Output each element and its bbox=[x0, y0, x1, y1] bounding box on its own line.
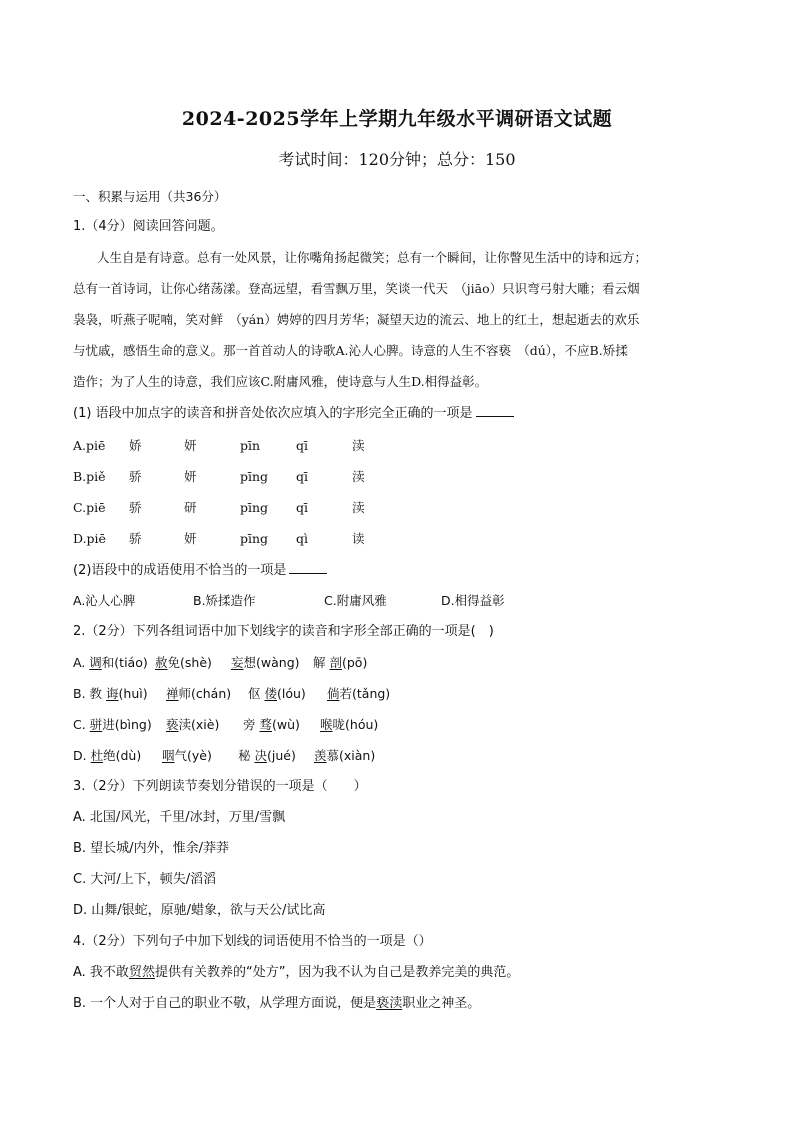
q2-stem: 2.（2分）下列各组词语中加下划线字的读音和字形全部正确的一项是( ) bbox=[73, 624, 494, 639]
q1-passage-line-4: 与忧戚，感悟生命的意义。那一首首动人的诗歌A.沁人心脾。诗意的人生不容亵 （dú），不应B.矫揉 bbox=[73, 343, 628, 358]
underlined-char: 决 bbox=[254, 748, 267, 763]
option-pinyin: pīn bbox=[240, 438, 261, 453]
option-pinyin: qī bbox=[296, 500, 308, 515]
q1-sub2-text: (2)语段中的成语使用不恰当的一项是 bbox=[73, 563, 287, 578]
underlined-char: 调 bbox=[89, 655, 102, 670]
sentence-post: 提供有关教养的“处方”，因为我不认为自己是教养完美的典范。 bbox=[154, 965, 520, 980]
word-item bbox=[73, 716, 152, 734]
word-pre: 秘 bbox=[238, 748, 255, 763]
word-post: (huì) bbox=[118, 686, 148, 701]
q1-stem: 1.（4分）阅读回答问题。 bbox=[73, 219, 224, 234]
q1-passage-line-5: 造作；为了人生的诗意，我们应该C.附庸风雅，使诗意与人生D.相得益彰。 bbox=[73, 374, 488, 389]
word-post: 慕(xiàn) bbox=[326, 748, 376, 763]
q4-option-a bbox=[73, 964, 519, 982]
option-pinyin: qī bbox=[296, 469, 308, 484]
option-char: 渎 bbox=[352, 469, 365, 484]
q3-option-b: B. 望长城/内外，惟余/莽莽 bbox=[73, 841, 229, 856]
word-pre: 解 bbox=[313, 655, 330, 670]
option-a: A.沁人心脾 bbox=[73, 593, 136, 608]
sentence-pre: B. 一个人对于自己的职业不敬，从学理方面说，便是 bbox=[73, 996, 377, 1011]
q4-option-b bbox=[73, 995, 480, 1013]
word-item bbox=[73, 654, 148, 672]
option-char: 骄 bbox=[129, 531, 142, 546]
q4-stem: 4.（2分）下列句子中加下划线的词语使用不恰当的一项是（） bbox=[73, 934, 432, 949]
q3-option-d: D. 山舞/银蛇，原驰/蜡象，欲与天公/试比高 bbox=[73, 903, 326, 918]
option-char: 骄 bbox=[129, 469, 142, 484]
word-post: 气(yè) bbox=[174, 748, 212, 763]
q1-passage-line-1: 人生自是有诗意。总有一处风景，让你嘴角扬起微笑；总有一个瞬间，让你瞥见生活中的诗和远方； bbox=[97, 250, 648, 265]
word-pre: C. bbox=[73, 717, 90, 732]
q3-option-a: A. 北国/风光，千里/冰封，万里/雪飘 bbox=[73, 810, 286, 825]
answer-blank bbox=[289, 561, 327, 574]
option-b: B.矫揉造作 bbox=[193, 593, 256, 608]
underlined-char: 喉 bbox=[320, 717, 333, 732]
word-item bbox=[238, 747, 296, 765]
q1-sub1-question bbox=[73, 404, 514, 423]
option-label: D.piē bbox=[73, 531, 106, 546]
sentence-pre: A. 我不敢 bbox=[73, 965, 129, 980]
underlined-char: 赦 bbox=[155, 655, 168, 670]
word-item bbox=[166, 716, 219, 734]
word-item bbox=[155, 654, 212, 672]
exam-subtitle: 考试时间：120分钟；总分：150 bbox=[278, 150, 516, 169]
underlined-char: 妄 bbox=[231, 655, 244, 670]
option-pinyin: pīng bbox=[240, 469, 269, 484]
underlined-char: 诲 bbox=[106, 686, 119, 701]
underlined-char: 亵 bbox=[166, 717, 179, 732]
option-char: 渎 bbox=[352, 500, 365, 515]
word-post: 若(tǎng) bbox=[339, 686, 391, 701]
sentence-post: 职业之神圣。 bbox=[402, 996, 481, 1011]
underlined-char: 杜 bbox=[90, 748, 104, 763]
exam-title: 2024-2025学年上学期九年级水平调研语文试题 bbox=[181, 108, 613, 130]
underlined-word: 亵渎 bbox=[376, 996, 403, 1011]
word-post: 绝(dù) bbox=[103, 748, 142, 763]
word-post: 和(tiáo) bbox=[101, 655, 148, 670]
underlined-char: 偻 bbox=[264, 686, 277, 701]
word-item bbox=[73, 747, 141, 765]
underlined-word: 贸然 bbox=[128, 965, 155, 980]
underlined-char: 骈 bbox=[89, 717, 103, 732]
underlined-char: 咽 bbox=[162, 748, 175, 763]
underlined-char: 倘 bbox=[327, 686, 340, 701]
word-item bbox=[243, 716, 300, 734]
q1-passage-line-2: 总有一首诗词，让你心绪荡漾。登高远望，看雪飘万里，笑谈一代天 （jiāo）只识弯弓射大雕；看云烟 bbox=[73, 281, 640, 296]
word-item bbox=[162, 747, 212, 765]
option-char: 妍 bbox=[184, 531, 197, 546]
underlined-char: 骛 bbox=[259, 717, 272, 732]
q1-sub2-question bbox=[73, 561, 327, 580]
word-item bbox=[320, 716, 378, 734]
underlined-char: 禅 bbox=[166, 686, 179, 701]
q1-passage-line-3: 袅袅，听燕子呢喃，笑对鲜 （yán）娉婷的四月芳华；凝望天边的流云、地上的红土，想起逝去的欢乐 bbox=[73, 312, 640, 327]
answer-blank bbox=[476, 404, 514, 417]
word-post: (lóu) bbox=[277, 686, 306, 701]
option-char: 骄 bbox=[129, 500, 142, 515]
option-d: D.相得益彰 bbox=[441, 593, 505, 608]
q1-sub1-text: (1) 语段中加点字的读音和拼音处依次应填入的字形完全正确的一项是 bbox=[73, 406, 473, 421]
word-post: 想(wàng) bbox=[243, 655, 300, 670]
option-pinyin: qī bbox=[296, 438, 308, 453]
option-c: C.附庸风雅 bbox=[324, 593, 387, 608]
word-post: (wù) bbox=[272, 717, 300, 732]
q3-option-c: C. 大河/上下，顿失/滔滔 bbox=[73, 872, 217, 887]
word-pre: B. 教 bbox=[73, 686, 106, 701]
option-char: 渎 bbox=[352, 438, 365, 453]
option-pinyin: pīng bbox=[240, 500, 269, 515]
option-label: A.piē bbox=[73, 438, 106, 453]
word-post: (jué) bbox=[267, 748, 296, 763]
word-item bbox=[73, 685, 148, 703]
underlined-char: 剖 bbox=[329, 655, 342, 670]
word-item bbox=[327, 685, 390, 703]
word-item bbox=[166, 685, 231, 703]
word-post: 免(shè) bbox=[167, 655, 212, 670]
word-pre: D. bbox=[73, 748, 91, 763]
word-post: 进(bìng) bbox=[102, 717, 152, 732]
option-char: 读 bbox=[352, 531, 365, 546]
option-char: 妍 bbox=[184, 438, 197, 453]
option-char: 娇 bbox=[129, 438, 142, 453]
word-item bbox=[313, 654, 367, 672]
word-pre: 伛 bbox=[248, 686, 265, 701]
option-char: 研 bbox=[184, 500, 197, 515]
option-label: C.piē bbox=[73, 500, 106, 515]
word-item bbox=[314, 747, 375, 765]
word-post: 师(chán) bbox=[178, 686, 232, 701]
option-pinyin: qì bbox=[296, 531, 308, 546]
underlined-char: 羡 bbox=[314, 748, 327, 763]
word-item bbox=[231, 654, 300, 672]
section-heading: 一、积累与运用（共36分） bbox=[73, 189, 227, 204]
word-pre: 旁 bbox=[243, 717, 260, 732]
q3-stem: 3.（2分）下列朗读节奏划分错误的一项是（ ） bbox=[73, 779, 367, 794]
option-char: 妍 bbox=[184, 469, 197, 484]
word-pre: A. bbox=[73, 655, 90, 670]
option-pinyin: pīng bbox=[240, 531, 269, 546]
word-post: 咙(hóu) bbox=[332, 717, 379, 732]
word-post: (pō) bbox=[342, 655, 368, 670]
word-item bbox=[248, 685, 306, 703]
word-post: 渎(xiè) bbox=[178, 717, 220, 732]
option-label: B.piě bbox=[73, 469, 106, 484]
